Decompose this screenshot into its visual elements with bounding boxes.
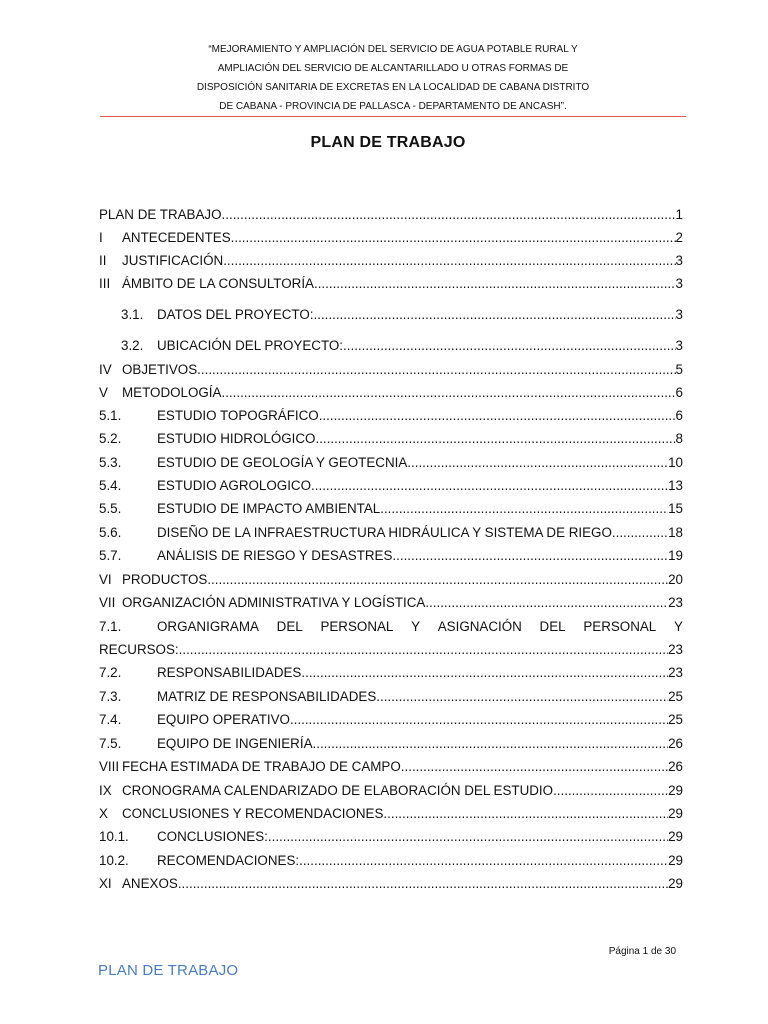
toc-entry-page: 25: [668, 712, 683, 727]
toc-entry-page: 18: [668, 525, 683, 540]
toc-entry[interactable]: [99, 400, 683, 423]
toc-entry-number: X: [99, 806, 108, 821]
toc-leader: [311, 478, 668, 493]
toc-entry-number: II: [99, 253, 107, 268]
toc-entry-label: [157, 619, 683, 634]
toc-entry-number: 5.3.: [99, 455, 122, 470]
toc-entry-page: 29: [668, 783, 683, 798]
toc-entry-page: 26: [668, 736, 683, 751]
toc-entry-number: 10.2.: [99, 853, 129, 868]
toc-leader: [343, 338, 676, 353]
toc-entry-number: 7.1.: [99, 619, 122, 634]
toc-entry-number: III: [99, 276, 111, 291]
toc-entry[interactable]: [99, 704, 683, 727]
toc-entry-page: 23: [668, 595, 683, 610]
toc-word: DEL: [539, 619, 566, 634]
toc-entry[interactable]: [99, 222, 683, 245]
toc-entry-label: ANTECEDENTES: [122, 230, 231, 245]
toc-entry-label: FECHA ESTIMADA DE TRABAJO DE CAMPO: [122, 759, 401, 774]
header-divider: [100, 116, 686, 117]
toc-entry-number: I: [99, 230, 103, 245]
toc-leader: [401, 759, 668, 774]
toc-entry[interactable]: [99, 775, 683, 798]
toc-entry-page: 19: [668, 548, 683, 563]
toc-entry-number: 5.1.: [99, 408, 122, 423]
toc-entry-page: 29: [668, 853, 683, 868]
toc-entry-number: V: [99, 385, 108, 400]
toc-entry-number: IV: [99, 362, 112, 377]
toc-entry[interactable]: [99, 868, 683, 891]
toc-entry-number: XI: [99, 876, 112, 891]
toc-entry-number: 3.2.: [121, 338, 144, 353]
toc-entry-wrapped-line[interactable]: [99, 611, 683, 634]
toc-entry-number: 5.7.: [99, 548, 122, 563]
toc-entry-label: UBICACIÓN DEL PROYECTO:: [157, 338, 344, 353]
toc-entry-label: ORGANIZACIÓN ADMINISTRATIVA Y LOGÍSTICA: [122, 595, 426, 610]
toc-entry-label: EQUIPO OPERATIVO: [157, 712, 290, 727]
toc-entry-page: 2: [675, 230, 683, 245]
toc-entry-label: PLAN DE TRABAJO: [99, 207, 222, 222]
toc-entry[interactable]: [121, 299, 683, 322]
toc-entry[interactable]: [99, 728, 683, 751]
toc-leader: [299, 853, 668, 868]
toc-leader: [268, 829, 668, 844]
header-line: DE CABANA - PROVINCIA DE PALLASCA - DEPARTAMENTO DE ANCASH”.: [219, 101, 567, 112]
toc-leader: [315, 431, 675, 446]
toc-entry-page: 3: [675, 307, 683, 322]
toc-leader: [314, 307, 676, 322]
toc-word: Y: [411, 619, 421, 634]
toc-entry[interactable]: [99, 245, 683, 268]
toc-leader: [313, 736, 669, 751]
toc-entry-page: 23: [668, 665, 683, 680]
toc-leader: [553, 783, 668, 798]
toc-leader: [392, 548, 668, 563]
toc-entry-number: 7.3.: [99, 689, 122, 704]
toc-entry-number: VIII: [99, 759, 120, 774]
header-line: “MEJORAMIENTO Y AMPLIACIÓN DEL SERVICIO DE AGUA POTABLE RURAL Y: [208, 44, 578, 55]
toc-entry-page: 3: [675, 253, 683, 268]
toc-entry-label: CONCLUSIONES Y RECOMENDACIONES: [122, 806, 384, 821]
toc-entry-label: ANEXOS: [122, 876, 178, 891]
toc-entry-number: 5.2.: [99, 431, 122, 446]
toc-entry-label: ESTUDIO AGROLOGICO: [157, 478, 312, 493]
toc-entry[interactable]: [99, 564, 683, 587]
toc-entry-number: IX: [99, 783, 112, 798]
page-number: Página 1 de 30: [608, 946, 676, 957]
toc-leader: [207, 572, 668, 587]
toc-leader: [380, 501, 668, 516]
toc-entry[interactable]: [99, 423, 683, 446]
toc-leader: [383, 806, 668, 821]
toc-word: Y: [673, 619, 683, 634]
toc-leader: [223, 253, 675, 268]
toc-entry-page: 5: [675, 362, 683, 377]
toc-leader: [221, 385, 675, 400]
toc-entry-label: MATRIZ DE RESPONSABILIDADES: [157, 689, 377, 704]
toc-entry[interactable]: [99, 493, 683, 516]
toc-entry-page: 25: [668, 689, 683, 704]
toc-entry-page: 1: [675, 207, 683, 222]
toc-entry-label: JUSTIFICACIÓN: [122, 253, 224, 268]
toc-word: DEL: [276, 619, 303, 634]
footer-document-title: PLAN DE TRABAJO: [98, 962, 239, 979]
toc-entry-page: 10: [668, 455, 683, 470]
toc-entry[interactable]: [99, 354, 683, 377]
toc-entry[interactable]: [99, 751, 683, 774]
toc-entry[interactable]: [99, 634, 683, 657]
toc-entry-label: ESTUDIO HIDROLÓGICO: [157, 431, 316, 446]
toc-entry-page: 15: [668, 501, 683, 516]
toc-entry-label: RESPONSABILIDADES: [157, 665, 302, 680]
toc-entry-page: 13: [668, 478, 683, 493]
toc-entry[interactable]: [99, 517, 683, 540]
toc-leader: [197, 362, 675, 377]
toc-word: PERSONAL: [583, 619, 657, 634]
toc-entry-page: 29: [668, 829, 683, 844]
toc-entry-page: 8: [675, 431, 683, 446]
toc-entry[interactable]: [99, 821, 683, 844]
document-header: [100, 40, 686, 116]
toc-leader: [612, 525, 668, 540]
toc-entry-label: METODOLOGÍA: [122, 385, 222, 400]
toc-entry-number: 10.1.: [99, 829, 129, 844]
toc-entry[interactable]: [99, 540, 683, 563]
toc-entry-number: VII: [99, 595, 116, 610]
toc-entry[interactable]: [99, 447, 683, 470]
toc-entry-number: 7.2.: [99, 665, 122, 680]
toc-entry[interactable]: [99, 470, 683, 493]
toc-entry-label: EQUIPO DE INGENIERÍA: [157, 736, 313, 751]
header-line: AMPLIACIÓN DEL SERVICIO DE ALCANTARILLADO U OTRAS FORMAS DE: [217, 63, 569, 74]
toc-leader: [179, 642, 668, 657]
toc-entry-number: 5.5.: [99, 501, 122, 516]
toc-entry-page: 3: [675, 276, 683, 291]
header-line: DISPOSICIÓN SANITARIA DE EXCRETAS EN LA LOCALIDAD DE CABANA DISTRITO: [196, 82, 590, 93]
toc-entry[interactable]: [99, 268, 683, 291]
toc-entry-page: 29: [668, 876, 683, 891]
toc-leader: [376, 689, 668, 704]
toc-leader: [178, 876, 668, 891]
toc-entry-page: 23: [668, 642, 683, 657]
toc-leader: [425, 595, 668, 610]
toc-entry-page: 6: [675, 408, 683, 423]
toc-entry-number: 7.4.: [99, 712, 122, 727]
toc-word: PERSONAL: [320, 619, 394, 634]
toc-word: ORGANIGRAMA: [157, 619, 259, 634]
toc-entry-label: ESTUDIO DE IMPACTO AMBIENTAL: [157, 501, 381, 516]
toc-leader: [231, 230, 676, 245]
toc-entry-page: 26: [668, 759, 683, 774]
toc-entry-number: 5.6.: [99, 525, 122, 540]
toc-leader: [301, 665, 668, 680]
toc-entry-number: 7.5.: [99, 736, 122, 751]
toc-entry[interactable]: [99, 798, 683, 821]
toc-entry-label: DISEÑO DE LA INFRAESTRUCTURA HIDRÁULICA Y SISTEMA DE RIEGO: [157, 525, 612, 540]
toc-entry-page: 6: [675, 385, 683, 400]
toc-entry[interactable]: [99, 377, 683, 400]
toc-entry[interactable]: [121, 330, 683, 353]
toc-entry-page: 29: [668, 806, 683, 821]
toc-entry-label: RECURSOS:: [99, 642, 179, 657]
toc-leader: [407, 455, 668, 470]
toc-entry-label: OBJETIVOS: [122, 362, 198, 377]
page-title: PLAN DE TRABAJO: [310, 134, 466, 151]
toc-entry[interactable]: [99, 681, 683, 704]
toc-entry-number: 5.4.: [99, 478, 122, 493]
toc-leader: [319, 408, 676, 423]
toc-word: ASIGNACIÓN: [437, 619, 522, 634]
toc-leader: [290, 712, 668, 727]
toc-entry-label: ESTUDIO DE GEOLOGÍA Y GEOTECNIA: [157, 455, 408, 470]
toc-entry-page: 3: [675, 338, 683, 353]
toc-entry-number: VI: [99, 572, 112, 587]
toc-entry-page: 20: [668, 572, 683, 587]
toc-entry-label: CONCLUSIONES:: [157, 829, 268, 844]
toc-entry[interactable]: [99, 587, 683, 610]
toc-entry[interactable]: [99, 845, 683, 868]
toc-entry-label: ESTUDIO TOPOGRÁFICO: [157, 408, 319, 423]
toc-entry-number: 3.1.: [121, 307, 144, 322]
toc-entry-label: PRODUCTOS: [122, 572, 208, 587]
toc-entry-label: ANÁLISIS DE RIESGO Y DESASTRES: [157, 548, 393, 563]
toc-entry-label: RECOMENDACIONES:: [157, 853, 300, 868]
toc-entry[interactable]: [99, 199, 683, 222]
toc-entry-label: DATOS DEL PROYECTO:: [157, 307, 314, 322]
toc-entry-label: ÁMBITO DE LA CONSULTORÍA: [122, 276, 314, 291]
toc-entry[interactable]: [99, 657, 683, 680]
toc-leader: [222, 207, 676, 222]
toc-leader: [314, 276, 676, 291]
toc-entry-label: CRONOGRAMA CALENDARIZADO DE ELABORACIÓN DEL ESTUDIO: [122, 783, 554, 798]
